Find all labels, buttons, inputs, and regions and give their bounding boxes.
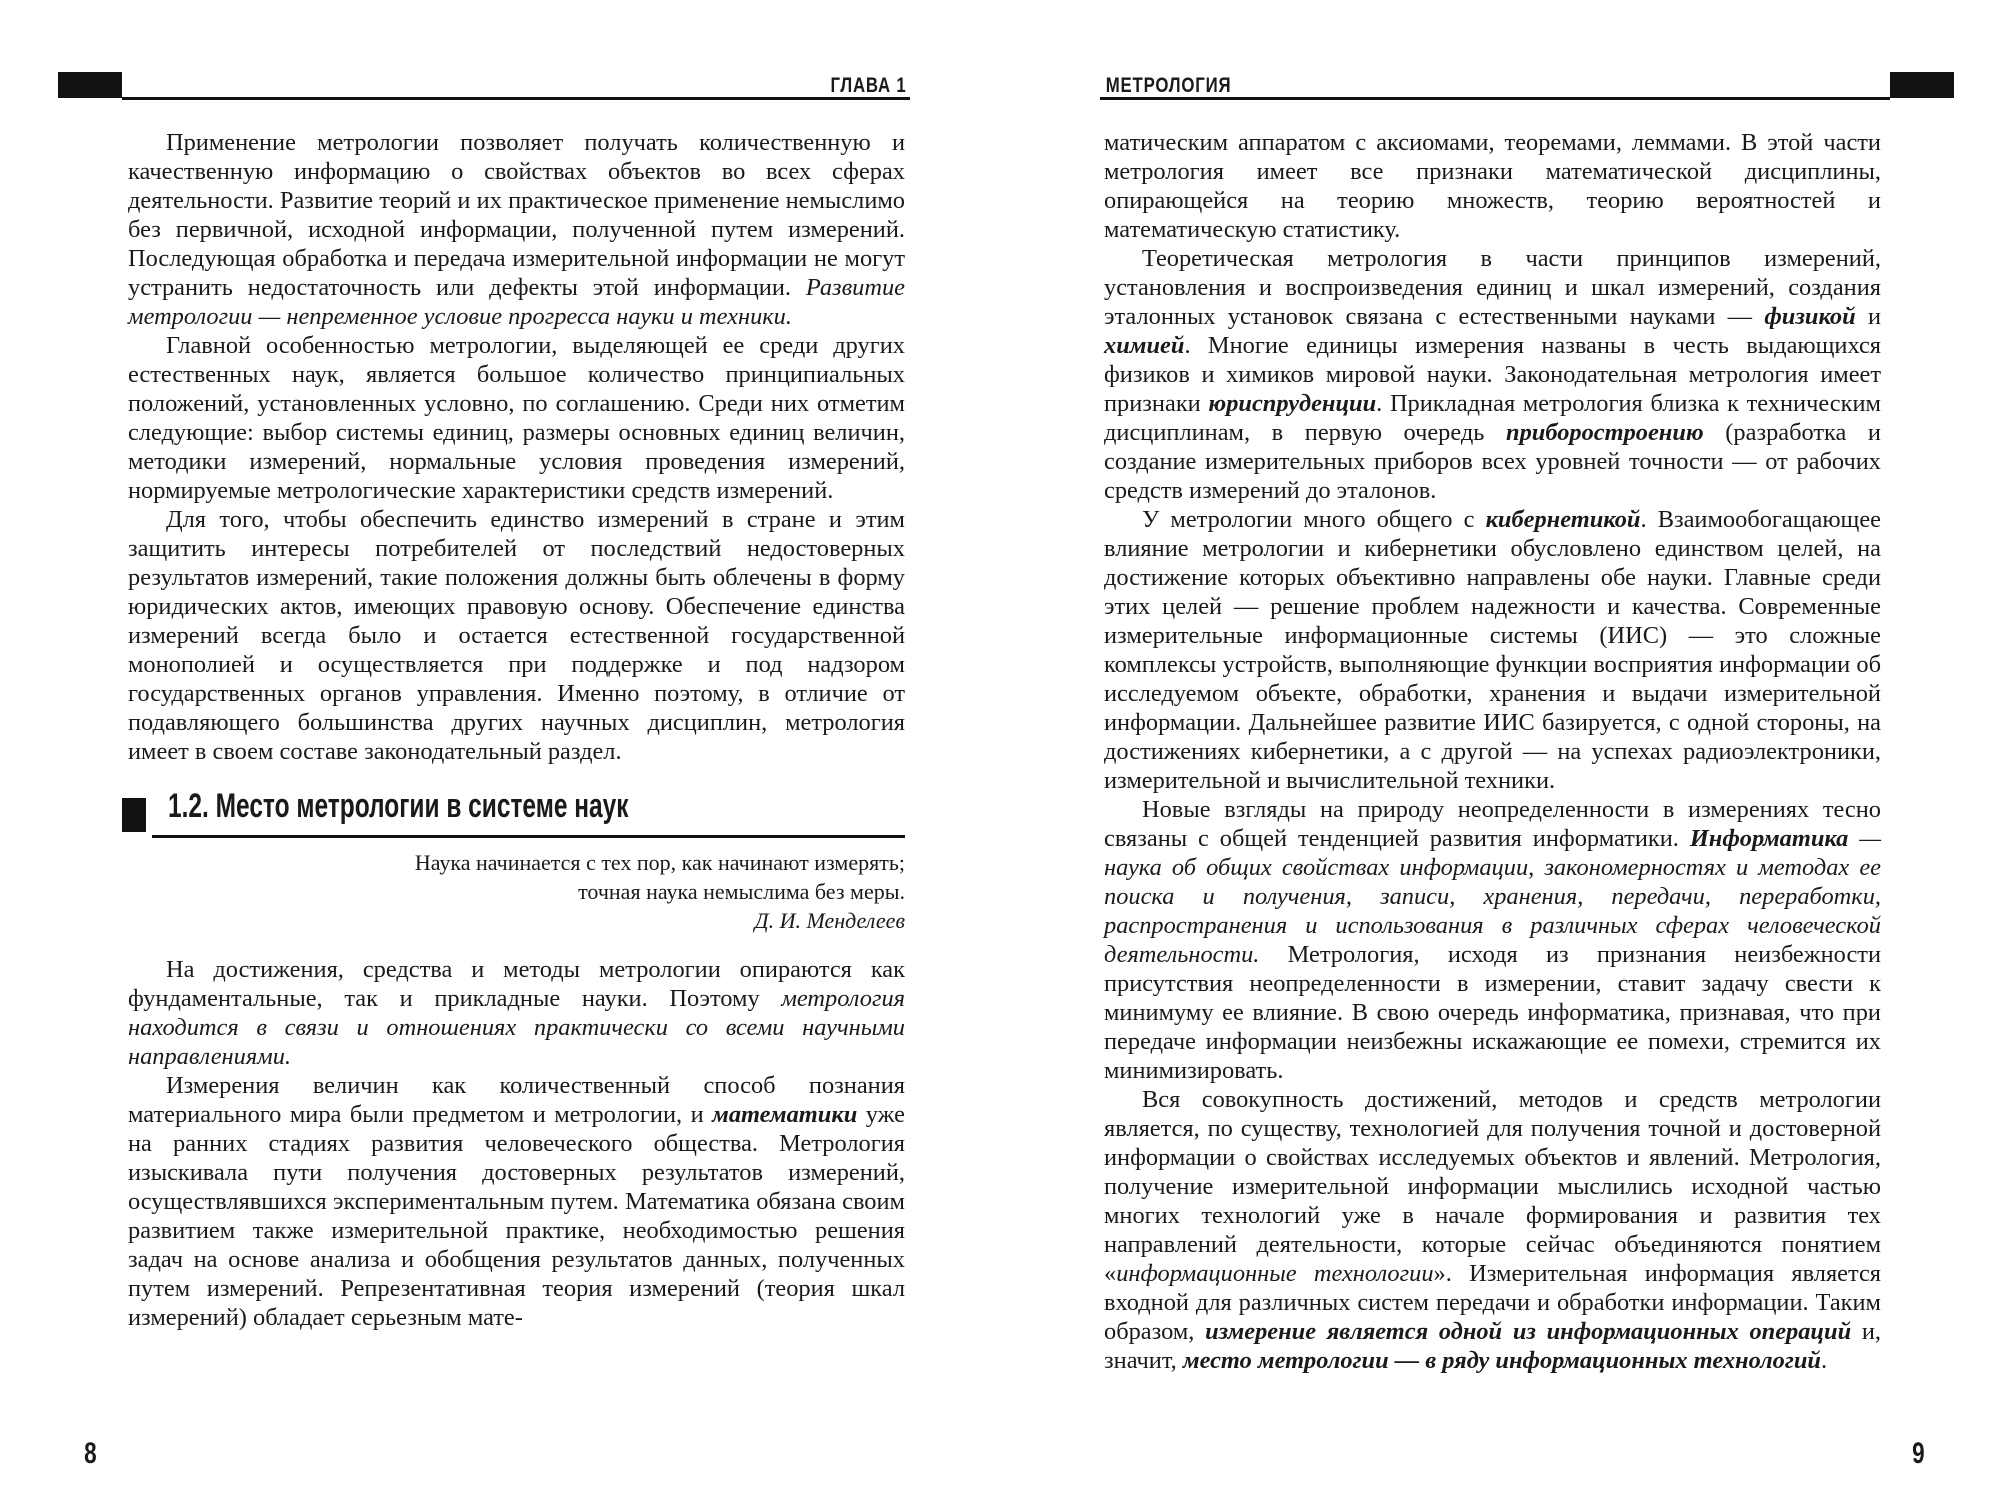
- paragraph: Новые взгляды на природу неопределенности в измерениях тесно связаны с общей тенденцией развития информатики. Информатика — наука об общих свойствах информации, закономерностях и методах ее поиска и получения, записи, хранения, передачи, переработки, распространения и использования в различных сферах человеческой деятельности. Метрология, исходя из признания неизбежности присутствия неопределенности в измерении, ставит задачу свести к минимуму ее влияние. В свою очередь информатика, признавая, что при передаче информации неизбежны искажающие ее помехи, стремится их минимизировать.: [1104, 796, 1881, 1084]
- right-running-header: [1100, 72, 1954, 100]
- paragraph: Главной особенностью метрологии, выделяющей ее среди других естественных наук, является большое количество принципиальных положений, установленных условно, по соглашению. Среди них отметим следующие: выбор системы единиц, размеры основных единиц величин, методики измерений, нормальные условия проведения измерений, нормируемые метрологические характеристики средств измерений.: [128, 332, 905, 504]
- paragraph: Применение метрологии позволяет получать количественную и качественную информацию о свойствах объектов во всех сферах деятельности. Развитие теорий и их практическое применение немыслимо без первичной, исходной информации, полученной путем измерений. Последующая обработка и передача измерительной информации не могут устранить недостаточность или дефекты этой информации. Развитие метрологии — непременное условие прогресса науки и техники.: [128, 129, 905, 330]
- epigraph-author: Д. И. Менделеев: [754, 908, 905, 933]
- paragraph: Для того, чтобы обеспечить единство измерений в стране и этим защитить интересы потребителей от последствий недостоверных результатов измерений, такие положения должны быть облечены в форму юридических актов, имеющих правовую основу. Обеспечение единства измерений всегда было и остается естественной государственной монополией и осуществляется при поддержке и под надзором государственных органов управления. Именно поэтому, в отличие от подавляющего большинства других научных дисциплин, метрология имеет в своем составе законодательный раздел.: [128, 506, 905, 765]
- page-number: 9: [1912, 1437, 1925, 1470]
- paragraph: матическим аппаратом с аксиомами, теоремами, леммами. В этой части метрология имеет все признаки математической дисциплины, опирающейся на теорию множеств, теорию вероятностей и математическую статистику.: [1104, 129, 1881, 243]
- section-heading: [128, 787, 905, 838]
- epigraph-line: Наука начинается с тех пор, как начинают измерять;: [414, 850, 905, 875]
- right-page: [1000, 0, 2000, 1507]
- chapter-header: ГЛАВА 1: [830, 74, 907, 97]
- epigraph-line: точная наука немыслима без меры.: [578, 879, 905, 904]
- right-text-column: [1104, 128, 1881, 1375]
- header-rule: [122, 97, 910, 100]
- header-black-block: [58, 72, 122, 98]
- left-text-column: [128, 128, 905, 1332]
- epigraph: [128, 848, 905, 935]
- paragraph: У метрологии много общего с кибернетикой. Взаимообогащающее влияние метрологии и кибернетики обусловлено единством целей, на достижение которых объективно направлены обе науки. Главные среди этих целей — решение проблем надежности и качества. Современные измерительные информационные системы (ИИС) — это сложные комплексы устройств, выполняющие функции восприятия информации об исследуемом объекте, обработки, хранения и выдачи измерительной информации. Дальнейшее развитие ИИС базируется, с одной стороны, на достижениях кибернетики, а с другой — на успехах радиоэлектроники, измерительной и вычислительной техники.: [1104, 506, 1881, 794]
- paragraph: Измерения величин как количественный способ познания материального мира были предметом и метрологии, и математики уже на ранних стадиях развития человеческого общества. Метрология изыскивала пути получения достоверных результатов измерений, осуществлявшихся экспериментальным путем. Математика обязана своим развитием также измерительной практике, необходимостью решения задач на основе анализа и обобщения результатов данных, полученных путем измерений. Репрезентативная теория измерений (теория шкал измерений) обладает серьезным мате-: [128, 1072, 905, 1331]
- page-number: 8: [84, 1437, 97, 1470]
- paragraph: Вся совокупность достижений, методов и средств метрологии является, по существу, технологией для получения точной и достоверной информации о свойствах исследуемых объектов и явлений. Метрология, получение измерительной информации мыслились исходной частью многих технологий уже в начале формирования и развития тех направлений деятельности, которые сейчас объединяются понятием «информационные технологии». Измерительная информация является входной для различных систем передачи и обработки информации. Таким образом, измерение является одной из информационных операций и, значит, место метрологии — в ряду информационных технологий.: [1104, 1086, 1881, 1374]
- paragraph: Теоретическая метрология в части принципов измерений, установления и воспроизведения единиц и шкал измерений, создания эталонных установок связана с естественными науками — физикой и химией. Многие единицы измерения названы в честь выдающихся физиков и химиков мировой науки. Законодательная метрология имеет признаки юриспруденции. Прикладная метрология близка к техническим дисциплинам, в первую очередь приборостроению (разработка и создание измерительных приборов всех уровней точности — от рабочих средств измерений до эталонов.: [1104, 245, 1881, 504]
- section-running-header: МЕТРОЛОГИЯ: [1105, 74, 1232, 97]
- paragraph: На достижения, средства и методы метрологии опираются как фундаментальные, так и прикладные науки. Поэтому метрология находится в связи и отношениях практически со всеми научными направлениями.: [128, 956, 905, 1070]
- heading-square-marker: [122, 798, 146, 832]
- left-running-header: [58, 72, 910, 100]
- heading-rule: [152, 835, 905, 838]
- section-title: 1.2. Место метрологии в системе наук: [168, 787, 629, 825]
- header-black-block: [1890, 72, 1954, 98]
